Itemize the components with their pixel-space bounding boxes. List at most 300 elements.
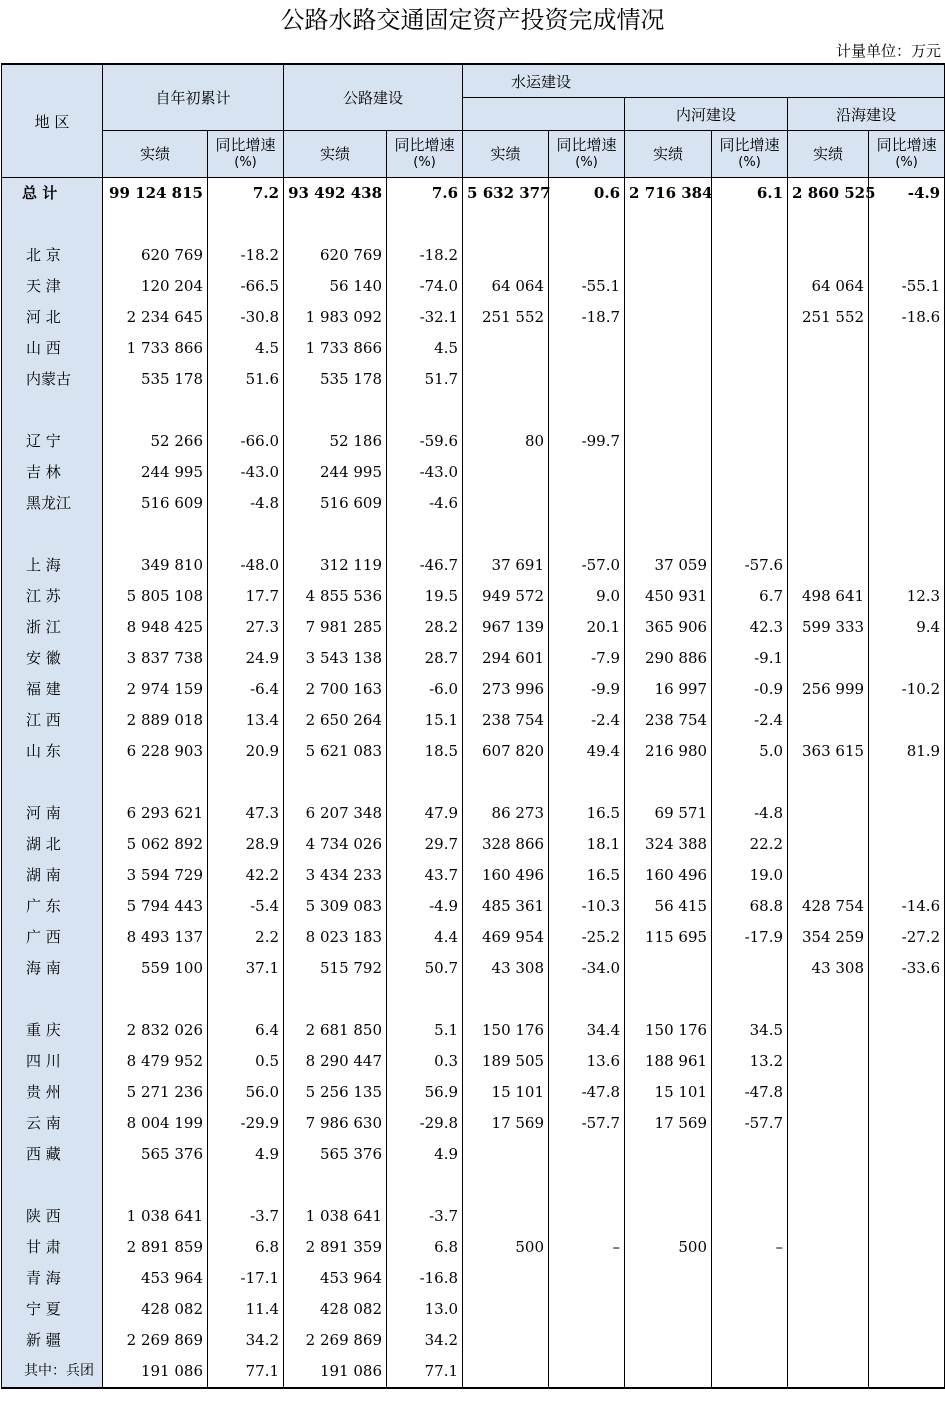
actual-value-cell: 328 866 (463, 829, 549, 860)
growth-value-cell: 18.1 (549, 829, 625, 860)
actual-value-cell (625, 953, 712, 984)
growth-value-cell (549, 240, 625, 271)
growth-value-cell: 5.0 (712, 736, 788, 767)
actual-value-cell (463, 1325, 549, 1356)
growth-value-cell: 68.8 (712, 891, 788, 922)
actual-value-cell: 6 207 348 (284, 798, 387, 829)
actual-value-cell: 324 388 (625, 829, 712, 860)
growth-value-cell: 0.6 (549, 178, 625, 210)
growth-value-cell (869, 364, 945, 395)
growth-value-cell: 6.1 (712, 178, 788, 210)
growth-value-cell: -2.4 (549, 705, 625, 736)
growth-value-cell (869, 333, 945, 364)
actual-value-cell: 500 (625, 1232, 712, 1263)
growth-value-cell: 6.7 (712, 581, 788, 612)
growth-value-cell (712, 488, 788, 519)
growth-value-cell (549, 1201, 625, 1232)
actual-value-cell (788, 798, 869, 829)
table-row (2, 488, 945, 519)
growth-value-cell: -34.0 (549, 953, 625, 984)
actual-value-cell: 15 101 (463, 1077, 549, 1108)
growth-value-cell: -16.8 (387, 1263, 463, 1294)
actual-value-cell: 56 140 (284, 271, 387, 302)
header-growth-unit: (%) (738, 155, 761, 170)
actual-value-cell (284, 209, 387, 240)
region-cell: 四 川 (2, 1046, 103, 1077)
growth-value-cell: 37.1 (208, 953, 284, 984)
actual-value-cell (788, 488, 869, 519)
actual-value-cell: 17 569 (463, 1108, 549, 1139)
growth-value-cell: -29.8 (387, 1108, 463, 1139)
growth-value-cell (549, 1170, 625, 1201)
growth-value-cell (387, 767, 463, 798)
actual-value-cell (625, 1356, 712, 1388)
growth-value-cell: 4.4 (387, 922, 463, 953)
actual-value-cell (625, 395, 712, 426)
actual-value-cell (625, 767, 712, 798)
table-row (2, 302, 945, 333)
header-growth-label: 同比增速 (719, 136, 780, 154)
growth-value-cell (869, 984, 945, 1015)
table-row (2, 1139, 945, 1170)
actual-value-cell: 607 820 (463, 736, 549, 767)
actual-value-cell: 37 691 (463, 550, 549, 581)
actual-value-cell (625, 519, 712, 550)
header-ytd: 自年初累计 (103, 64, 284, 131)
header-actual: 实绩 (788, 131, 869, 178)
growth-value-cell (712, 271, 788, 302)
actual-value-cell (788, 550, 869, 581)
actual-value-cell: 5 805 108 (103, 581, 208, 612)
header-coastal: 沿海建设 (788, 98, 945, 131)
actual-value-cell: 3 543 138 (284, 643, 387, 674)
growth-value-cell: -2.4 (712, 705, 788, 736)
growth-value-cell: 28.9 (208, 829, 284, 860)
actual-value-cell: 216 980 (625, 736, 712, 767)
region-cell: 北 京 (2, 240, 103, 271)
actual-value-cell (463, 457, 549, 488)
actual-value-cell (463, 1356, 549, 1388)
region-cell: 黑龙江 (2, 488, 103, 519)
growth-value-cell (712, 1201, 788, 1232)
growth-value-cell: -32.1 (387, 302, 463, 333)
growth-value-cell: -9.9 (549, 674, 625, 705)
growth-value-cell: -4.9 (869, 178, 945, 210)
actual-value-cell (625, 209, 712, 240)
header-growth (208, 131, 284, 178)
region-cell (2, 767, 103, 798)
growth-value-cell: 34.2 (208, 1325, 284, 1356)
header-actual: 实绩 (463, 131, 549, 178)
header-growth (869, 131, 945, 178)
actual-value-cell: 150 176 (625, 1015, 712, 1046)
actual-value-cell: 485 361 (463, 891, 549, 922)
table-body (2, 178, 945, 1389)
region-cell: 江 西 (2, 705, 103, 736)
actual-value-cell (284, 1170, 387, 1201)
region-cell: 云 南 (2, 1108, 103, 1139)
growth-value-cell: 13.2 (712, 1046, 788, 1077)
growth-value-cell: – (549, 1232, 625, 1263)
actual-value-cell: 69 571 (625, 798, 712, 829)
growth-value-cell: 34.2 (387, 1325, 463, 1356)
actual-value-cell (788, 1356, 869, 1388)
growth-value-cell (208, 395, 284, 426)
actual-value-cell: 238 754 (625, 705, 712, 736)
growth-value-cell: 47.3 (208, 798, 284, 829)
region-cell (2, 519, 103, 550)
growth-value-cell (869, 1201, 945, 1232)
growth-value-cell: -43.0 (208, 457, 284, 488)
table-row (2, 1015, 945, 1046)
growth-value-cell: -4.8 (712, 798, 788, 829)
growth-value-cell (869, 767, 945, 798)
actual-value-cell (103, 767, 208, 798)
table-row (2, 178, 945, 210)
actual-value-cell: 160 496 (625, 860, 712, 891)
actual-value-cell: 8 290 447 (284, 1046, 387, 1077)
growth-value-cell (208, 209, 284, 240)
growth-value-cell: -57.7 (712, 1108, 788, 1139)
growth-value-cell: 17.7 (208, 581, 284, 612)
growth-value-cell: 27.3 (208, 612, 284, 643)
growth-value-cell: 4.5 (208, 333, 284, 364)
growth-value-cell: -18.7 (549, 302, 625, 333)
growth-value-cell (549, 333, 625, 364)
growth-value-cell: -33.6 (869, 953, 945, 984)
actual-value-cell: 535 178 (103, 364, 208, 395)
growth-value-cell: -4.6 (387, 488, 463, 519)
actual-value-cell: 93 492 438 (284, 178, 387, 210)
actual-value-cell: 312 119 (284, 550, 387, 581)
growth-value-cell (869, 860, 945, 891)
region-cell: 山 西 (2, 333, 103, 364)
actual-value-cell (788, 1201, 869, 1232)
growth-value-cell: 7.2 (208, 178, 284, 210)
growth-value-cell: -7.9 (549, 643, 625, 674)
region-cell: 总 计 (2, 178, 103, 210)
actual-value-cell: 16 997 (625, 674, 712, 705)
growth-value-cell: -27.2 (869, 922, 945, 953)
actual-value-cell: 1 733 866 (103, 333, 208, 364)
table-row (2, 984, 945, 1015)
actual-value-cell: 5 632 377 (463, 178, 549, 210)
growth-value-cell: 19.0 (712, 860, 788, 891)
growth-value-cell (869, 209, 945, 240)
actual-value-cell: 191 086 (103, 1356, 208, 1388)
growth-value-cell (387, 984, 463, 1015)
growth-value-cell: 12.3 (869, 581, 945, 612)
actual-value-cell: 500 (463, 1232, 549, 1263)
growth-value-cell: 34.4 (549, 1015, 625, 1046)
actual-value-cell (463, 767, 549, 798)
actual-value-cell (788, 984, 869, 1015)
region-cell (2, 984, 103, 1015)
subheader-row (2, 131, 945, 178)
actual-value-cell: 2 681 850 (284, 1015, 387, 1046)
actual-value-cell: 5 271 236 (103, 1077, 208, 1108)
growth-value-cell: 51.7 (387, 364, 463, 395)
growth-value-cell (549, 209, 625, 240)
actual-value-cell: 453 964 (103, 1263, 208, 1294)
header-water: 水运建设 (463, 64, 945, 98)
growth-value-cell: 5.1 (387, 1015, 463, 1046)
growth-value-cell (869, 1046, 945, 1077)
header-region: 地 区 (2, 64, 103, 178)
table-row (2, 1294, 945, 1325)
actual-value-cell: 2 269 869 (284, 1325, 387, 1356)
actual-value-cell: 2 650 264 (284, 705, 387, 736)
header-growth (712, 131, 788, 178)
actual-value-cell: 5 309 083 (284, 891, 387, 922)
growth-value-cell: 13.4 (208, 705, 284, 736)
region-cell: 安 徽 (2, 643, 103, 674)
growth-value-cell: -10.2 (869, 674, 945, 705)
growth-value-cell: 11.4 (208, 1294, 284, 1325)
actual-value-cell: 515 792 (284, 953, 387, 984)
region-cell: 陕 西 (2, 1201, 103, 1232)
actual-value-cell: 5 621 083 (284, 736, 387, 767)
header-growth-label: 同比增速 (876, 136, 937, 154)
actual-value-cell (788, 240, 869, 271)
actual-value-cell (625, 1139, 712, 1170)
region-cell (2, 209, 103, 240)
region-cell (2, 1170, 103, 1201)
actual-value-cell: 251 552 (788, 302, 869, 333)
actual-value-cell (625, 426, 712, 457)
actual-value-cell: 453 964 (284, 1263, 387, 1294)
region-cell: 浙 江 (2, 612, 103, 643)
actual-value-cell (788, 1108, 869, 1139)
growth-value-cell: -3.7 (387, 1201, 463, 1232)
growth-value-cell: -0.9 (712, 674, 788, 705)
actual-value-cell: 2 889 018 (103, 705, 208, 736)
actual-value-cell: 251 552 (463, 302, 549, 333)
actual-value-cell (625, 1294, 712, 1325)
growth-value-cell: -57.0 (549, 550, 625, 581)
actual-value-cell (788, 643, 869, 674)
growth-value-cell (712, 457, 788, 488)
growth-value-cell (712, 767, 788, 798)
actual-value-cell (788, 1015, 869, 1046)
region-cell (2, 395, 103, 426)
region-cell: 上 海 (2, 550, 103, 581)
growth-value-cell: -99.7 (549, 426, 625, 457)
growth-value-cell: -47.8 (549, 1077, 625, 1108)
growth-value-cell (549, 1139, 625, 1170)
actual-value-cell (788, 860, 869, 891)
actual-value-cell (463, 1263, 549, 1294)
actual-value-cell (103, 395, 208, 426)
actual-value-cell (788, 829, 869, 860)
growth-value-cell: -46.7 (387, 550, 463, 581)
growth-value-cell (712, 1294, 788, 1325)
header-water-spacer (463, 98, 625, 131)
growth-value-cell: 51.6 (208, 364, 284, 395)
growth-value-cell (387, 209, 463, 240)
growth-value-cell (549, 1325, 625, 1356)
growth-value-cell (869, 643, 945, 674)
region-cell: 河 南 (2, 798, 103, 829)
actual-value-cell: 428 754 (788, 891, 869, 922)
table-row (2, 1046, 945, 1077)
growth-value-cell: 24.9 (208, 643, 284, 674)
growth-value-cell: 13.6 (549, 1046, 625, 1077)
table-row (2, 1170, 945, 1201)
growth-value-cell: -47.8 (712, 1077, 788, 1108)
actual-value-cell: 1 983 092 (284, 302, 387, 333)
table-row (2, 612, 945, 643)
actual-value-cell: 620 769 (284, 240, 387, 271)
table-row (2, 674, 945, 705)
actual-value-cell: 516 609 (103, 488, 208, 519)
actual-value-cell: 428 082 (103, 1294, 208, 1325)
actual-value-cell (625, 364, 712, 395)
growth-value-cell (208, 767, 284, 798)
actual-value-cell (788, 1263, 869, 1294)
table-row (2, 426, 945, 457)
growth-value-cell (712, 333, 788, 364)
growth-value-cell (712, 984, 788, 1015)
region-cell: 甘 肃 (2, 1232, 103, 1263)
growth-value-cell (208, 519, 284, 550)
actual-value-cell (788, 209, 869, 240)
growth-value-cell (712, 953, 788, 984)
actual-value-cell (625, 333, 712, 364)
actual-value-cell: 80 (463, 426, 549, 457)
table-row (2, 1108, 945, 1139)
growth-value-cell (869, 1294, 945, 1325)
growth-value-cell (549, 519, 625, 550)
growth-value-cell: -18.2 (387, 240, 463, 271)
actual-value-cell (463, 209, 549, 240)
actual-value-cell (788, 1077, 869, 1108)
region-cell: 吉 林 (2, 457, 103, 488)
actual-value-cell: 1 733 866 (284, 333, 387, 364)
actual-value-cell (788, 426, 869, 457)
actual-value-cell: 2 891 859 (103, 1232, 208, 1263)
actual-value-cell (625, 302, 712, 333)
growth-value-cell: -57.6 (712, 550, 788, 581)
actual-value-cell: 565 376 (284, 1139, 387, 1170)
actual-value-cell: 428 082 (284, 1294, 387, 1325)
growth-value-cell (712, 395, 788, 426)
page-title: 公路水路交通固定资产投资完成情况 (280, 6, 665, 34)
growth-value-cell: -6.4 (208, 674, 284, 705)
table-row (2, 705, 945, 736)
actual-value-cell: 2 974 159 (103, 674, 208, 705)
actual-value-cell (625, 1325, 712, 1356)
growth-value-cell (549, 1294, 625, 1325)
growth-value-cell: -9.1 (712, 643, 788, 674)
table-row (2, 860, 945, 891)
actual-value-cell (463, 1170, 549, 1201)
region-cell: 广 西 (2, 922, 103, 953)
growth-value-cell (869, 798, 945, 829)
header-growth (387, 131, 463, 178)
growth-value-cell (549, 457, 625, 488)
table-header (2, 64, 945, 178)
actual-value-cell: 64 064 (788, 271, 869, 302)
growth-value-cell: 18.5 (387, 736, 463, 767)
growth-value-cell (549, 1356, 625, 1388)
growth-value-cell (549, 767, 625, 798)
region-cell: 湖 南 (2, 860, 103, 891)
actual-value-cell: 1 038 641 (103, 1201, 208, 1232)
region-cell: 内蒙古 (2, 364, 103, 395)
actual-value-cell: 150 176 (463, 1015, 549, 1046)
table-row (2, 829, 945, 860)
growth-value-cell: 4.9 (208, 1139, 284, 1170)
growth-value-cell (869, 1015, 945, 1046)
growth-value-cell: 47.9 (387, 798, 463, 829)
growth-value-cell: -25.2 (549, 922, 625, 953)
growth-value-cell (549, 1263, 625, 1294)
table-row (2, 240, 945, 271)
table-row (2, 1077, 945, 1108)
growth-value-cell (712, 1170, 788, 1201)
growth-value-cell: -17.9 (712, 922, 788, 953)
growth-value-cell: -30.8 (208, 302, 284, 333)
actual-value-cell: 189 505 (463, 1046, 549, 1077)
table-row (2, 767, 945, 798)
actual-value-cell: 599 333 (788, 612, 869, 643)
actual-value-cell: 363 615 (788, 736, 869, 767)
actual-value-cell (463, 395, 549, 426)
actual-value-cell (463, 364, 549, 395)
region-cell: 贵 州 (2, 1077, 103, 1108)
growth-value-cell (869, 1356, 945, 1388)
actual-value-cell: 56 415 (625, 891, 712, 922)
growth-value-cell (712, 240, 788, 271)
actual-value-cell: 3 434 233 (284, 860, 387, 891)
header-actual: 实绩 (625, 131, 712, 178)
region-cell: 湖 北 (2, 829, 103, 860)
growth-value-cell (712, 1325, 788, 1356)
actual-value-cell: 8 023 183 (284, 922, 387, 953)
actual-value-cell: 535 178 (284, 364, 387, 395)
region-cell: 广 东 (2, 891, 103, 922)
growth-value-cell: 6.8 (208, 1232, 284, 1263)
growth-value-cell: -18.6 (869, 302, 945, 333)
actual-value-cell: 294 601 (463, 643, 549, 674)
actual-value-cell: 37 059 (625, 550, 712, 581)
growth-value-cell: 20.1 (549, 612, 625, 643)
growth-value-cell (712, 1356, 788, 1388)
actual-value-cell (788, 1294, 869, 1325)
growth-value-cell (387, 395, 463, 426)
growth-value-cell: -66.5 (208, 271, 284, 302)
growth-value-cell: -5.4 (208, 891, 284, 922)
growth-value-cell: -4.9 (387, 891, 463, 922)
growth-value-cell (712, 1263, 788, 1294)
actual-value-cell (625, 1263, 712, 1294)
actual-value-cell: 3 594 729 (103, 860, 208, 891)
actual-value-cell (788, 1046, 869, 1077)
actual-value-cell: 43 308 (788, 953, 869, 984)
growth-value-cell (869, 1077, 945, 1108)
actual-value-cell (625, 1201, 712, 1232)
table-row (2, 1201, 945, 1232)
table-row (2, 953, 945, 984)
growth-value-cell: 81.9 (869, 736, 945, 767)
table-row (2, 550, 945, 581)
actual-value-cell: 2 891 359 (284, 1232, 387, 1263)
actual-value-cell: 191 086 (284, 1356, 387, 1388)
actual-value-cell: 115 695 (625, 922, 712, 953)
growth-value-cell: -55.1 (869, 271, 945, 302)
actual-value-cell: 244 995 (103, 457, 208, 488)
